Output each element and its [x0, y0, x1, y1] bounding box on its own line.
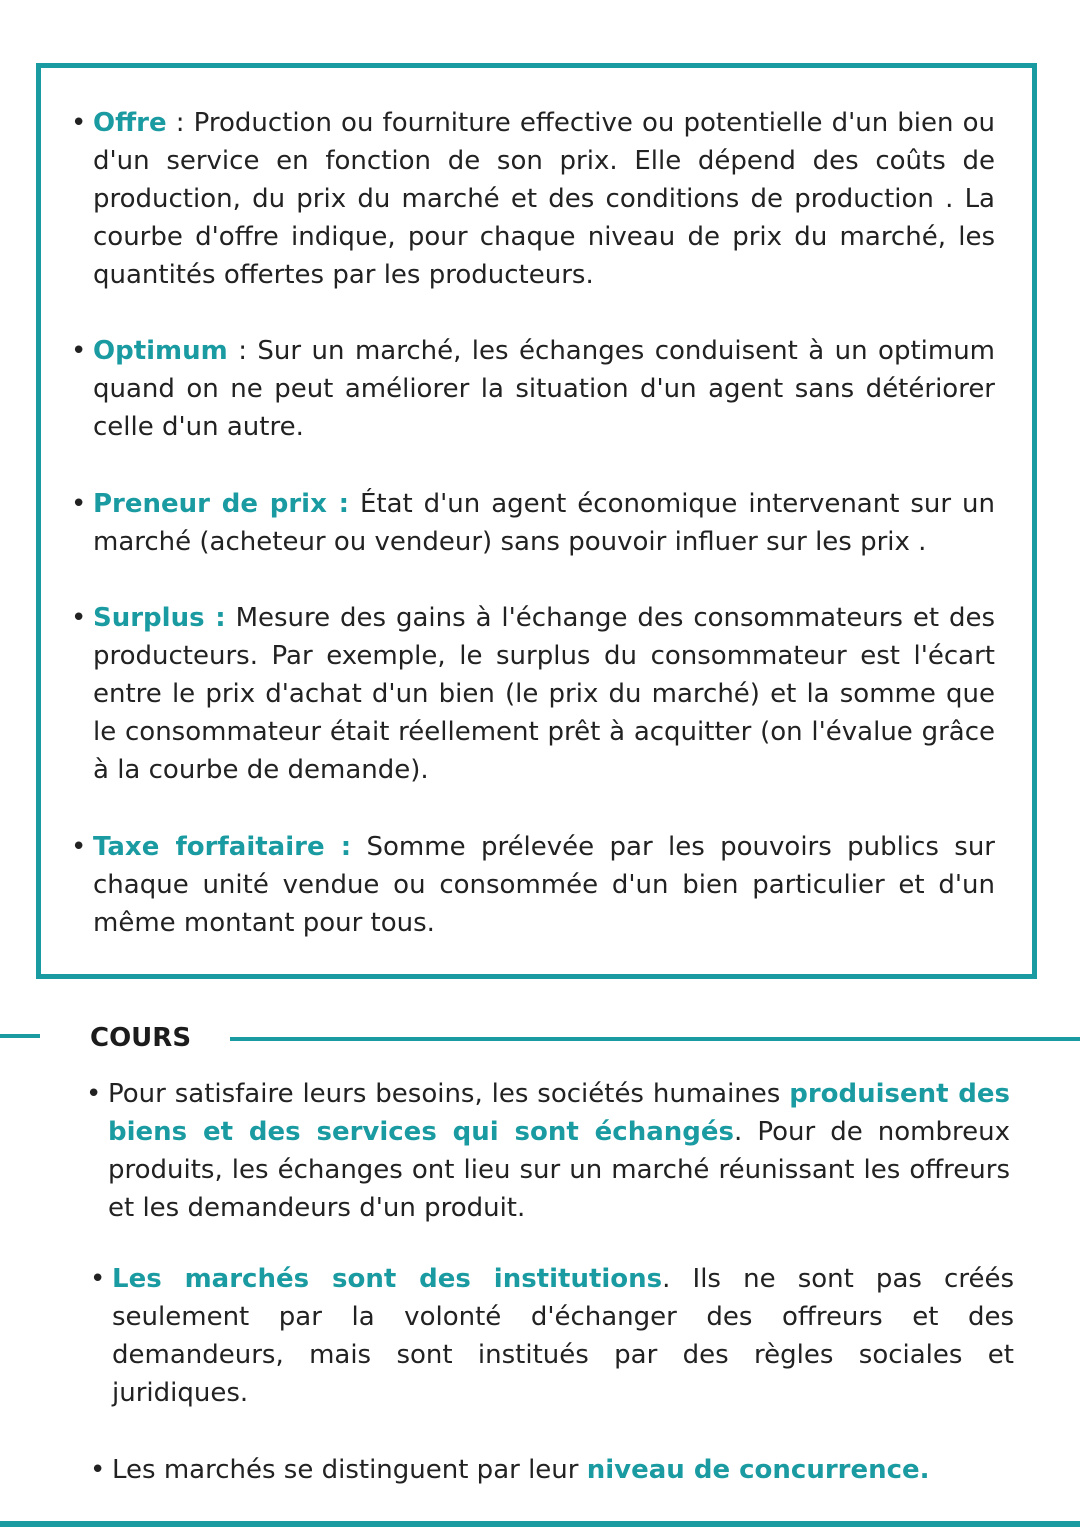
definition-separator: :	[166, 108, 194, 138]
bottom-divider	[0, 1521, 1080, 1527]
definition-text: État d'un agent économique intervenant sur un marché (acheteur ou vendeur) sans pouvoir influer sur les prix .	[93, 489, 995, 557]
definition-surplus	[71, 599, 995, 789]
definition-preneur-de-prix	[71, 485, 995, 561]
cours-text: . Pour de nombreux produits, les échanges ont lieu sur un marché réunissant les offreurs et les demandeurs d'un produit.	[108, 1117, 1010, 1223]
cours-item	[90, 1451, 1014, 1489]
definition-separator	[351, 832, 366, 862]
bullet: •	[90, 1264, 106, 1294]
definition-taxe-forfaitaire	[71, 828, 995, 942]
cours-text: . Ils ne sont pas créés seulement par la volonté d'échanger des offreurs et des demandeurs, mais sont institués par des règles sociales et juridiques.	[112, 1264, 1014, 1408]
cours-text: Les marchés se distinguent par leur	[112, 1455, 587, 1485]
cours-text: Pour satisfaire leurs besoins, les sociétés humaines	[108, 1079, 790, 1109]
section-title: COURS	[90, 1023, 192, 1053]
definition-text: Mesure des gains à l'échange des consommateurs et des producteurs. Par exemple, le surplus du consommateur est l'écart entre le prix d'achat d'un bien (le prix du marché) et la somme que le consommateur était réellement prêt à acquitter (on l'évalue grâce à la courbe de demande).	[93, 603, 995, 785]
section-divider-right	[230, 1037, 1080, 1041]
bullet: •	[71, 489, 87, 519]
bullet: •	[71, 603, 87, 633]
definition-text: Production ou fourniture effective ou potentielle d'un bien ou d'un service en fonction de son prix. Elle dépend des coûts de production, du prix du marché et des conditions de production . La courbe d'offre indique, pour chaque niveau de prix du marché, les quantités offertes par les producteurs.	[93, 108, 995, 290]
definition-term: Surplus :	[93, 603, 226, 633]
definition-optimum	[71, 332, 996, 446]
definition-separator	[226, 603, 236, 633]
definition-separator: :	[227, 336, 258, 366]
section-divider-left	[0, 1034, 40, 1038]
definition-term: Preneur de prix :	[93, 489, 349, 519]
bullet: •	[71, 336, 87, 366]
definition-text: Sur un marché, les échanges conduisent à un optimum quand on ne peut améliorer la situation d'un agent sans détériorer celle d'un autre.	[93, 336, 996, 442]
cours-item	[86, 1075, 1010, 1227]
bullet: •	[86, 1079, 102, 1109]
definition-term: Optimum	[93, 336, 228, 366]
definitions-box	[36, 63, 1037, 979]
definition-term: Taxe forfaitaire :	[93, 832, 352, 862]
definition-separator	[349, 489, 360, 519]
definition-term: Offre	[93, 108, 167, 138]
cours-item	[90, 1260, 1014, 1412]
definition-offre	[71, 104, 995, 294]
bullet: •	[71, 108, 87, 138]
definition-text: Somme prélevée par les pouvoirs publics sur chaque unité vendue ou consommée d'un bien particulier et d'un même montant pour tous.	[93, 832, 995, 938]
bullet: •	[71, 832, 87, 862]
cours-highlight: niveau de concurrence.	[586, 1455, 930, 1485]
bullet: •	[90, 1455, 106, 1485]
cours-highlight: produisent des biens et des services qui sont échangés	[108, 1079, 1010, 1147]
cours-highlight: Les marchés sont des institutions	[112, 1264, 663, 1294]
